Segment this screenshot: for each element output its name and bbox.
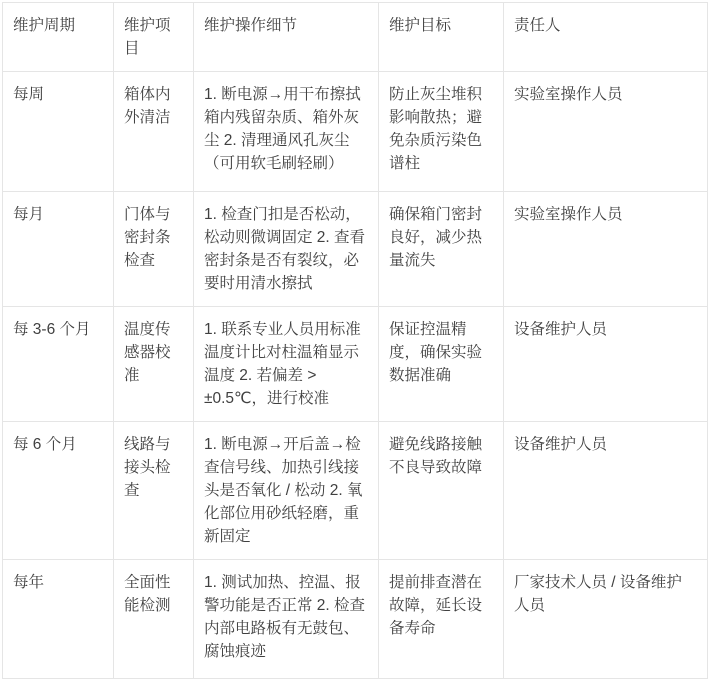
table-body xyxy=(3,72,708,679)
cell-cycle: 每 3-6 个月 xyxy=(3,307,114,422)
cell-details: 1. 断电源→开后盖→检查信号线、加热引线接头是否氧化 / 松动 2. 氧化部位用砂纸轻磨，重新固定 xyxy=(194,422,379,560)
cell-owner: 设备维护人员 xyxy=(504,307,708,422)
column-header-details: 维护操作细节 xyxy=(194,3,379,72)
cell-item: 箱体内外清洁 xyxy=(114,72,194,192)
cell-details: 1. 测试加热、控温、报警功能是否正常 2. 检查内部电路板有无鼓包、腐蚀痕迹 xyxy=(194,560,379,679)
cell-goal: 保证控温精度，确保实验数据准确 xyxy=(379,307,504,422)
cell-cycle: 每 6 个月 xyxy=(3,422,114,560)
cell-owner: 实验室操作人员 xyxy=(504,192,708,307)
column-header-cycle: 维护周期 xyxy=(3,3,114,72)
cell-cycle: 每年 xyxy=(3,560,114,679)
column-header-item: 维护项目 xyxy=(114,3,194,72)
cell-item: 线路与接头检查 xyxy=(114,422,194,560)
column-header-goal: 维护目标 xyxy=(379,3,504,72)
maintenance-schedule-table xyxy=(2,2,708,679)
cell-details: 1. 断电源→用干布擦拭箱内残留杂质、箱外灰尘 2. 清理通风孔灰尘（可用软毛刷轻刷） xyxy=(194,72,379,192)
cell-owner: 设备维护人员 xyxy=(504,422,708,560)
column-header-owner: 责任人 xyxy=(504,3,708,72)
cell-item: 全面性能检测 xyxy=(114,560,194,679)
cell-cycle: 每月 xyxy=(3,192,114,307)
cell-item: 温度传感器校准 xyxy=(114,307,194,422)
cell-goal: 确保箱门密封良好，减少热量流失 xyxy=(379,192,504,307)
header-row xyxy=(3,3,708,72)
cell-goal: 防止灰尘堆积影响散热；避免杂质污染色谱柱 xyxy=(379,72,504,192)
table-row-weekly xyxy=(3,72,708,192)
cell-owner: 实验室操作人员 xyxy=(504,72,708,192)
table-row-monthly xyxy=(3,192,708,307)
table-row-6-months xyxy=(3,422,708,560)
table-header xyxy=(3,3,708,72)
cell-details: 1. 检查门扣是否松动，松动则微调固定 2. 查看密封条是否有裂纹，必要时用清水擦拭 xyxy=(194,192,379,307)
cell-goal: 提前排查潜在故障，延长设备寿命 xyxy=(379,560,504,679)
cell-details: 1. 联系专业人员用标准温度计比对柱温箱显示温度 2. 若偏差 > ±0.5℃，进行校准 xyxy=(194,307,379,422)
table-row-yearly xyxy=(3,560,708,679)
cell-goal: 避免线路接触不良导致故障 xyxy=(379,422,504,560)
cell-cycle: 每周 xyxy=(3,72,114,192)
cell-item: 门体与密封条检查 xyxy=(114,192,194,307)
cell-owner: 厂家技术人员 / 设备维护人员 xyxy=(504,560,708,679)
table-row-3-6-months xyxy=(3,307,708,422)
